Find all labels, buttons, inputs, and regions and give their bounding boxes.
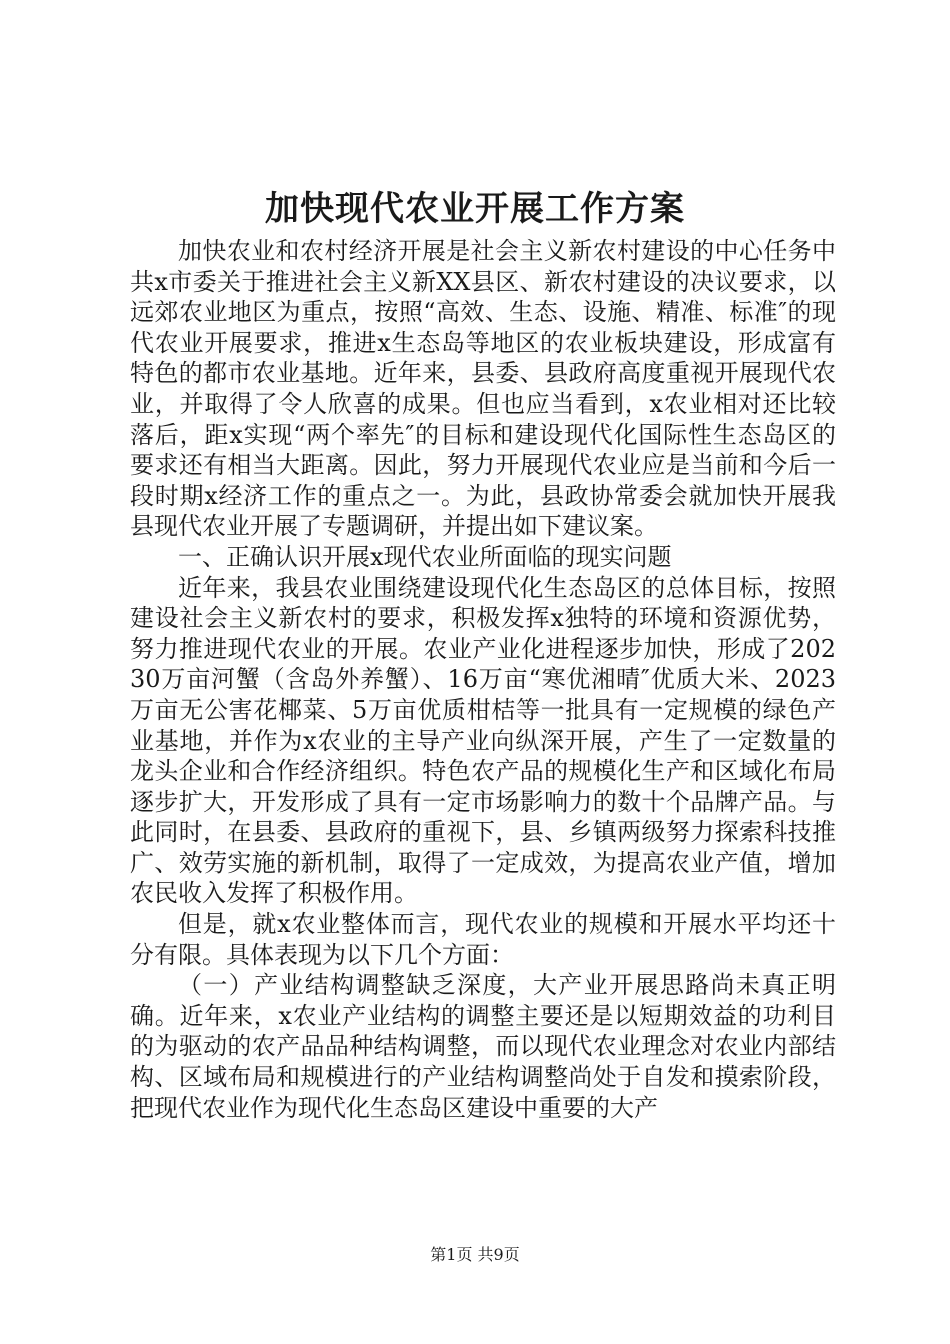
document-title: 加快现代农业开展工作方案 (265, 189, 685, 229)
paragraph-progress: 近年来，我县农业围绕建设现代化生态岛区的总体目标，按照建设社会主义新农村的要求，积极发挥x独特的环境和资源优势，努力推进现代农业的开展。农业产业化进程逐步加快，形成了20230万亩河蟹（含岛外养蟹）、16万亩“寒优湘晴″优质大米、2023万亩无公害花椰菜、5万亩优质柑桔等一批具有一定规模的绿色产业基地，并作为x农业的主导产业向纵深开展，产生了一定数量的龙头企业和合作经济组织。特色农产品的规模化生产和区域化布局逐步扩大，开发形成了具有一定市场影响力的数十个品牌产品。与此同时，在县委、县政府的重视下，县、乡镇两级努力探索科技推广、效劳实施的新机制，取得了一定成效，为提高农业产值，增加农民收入发挥了积极作用。 (130, 573, 836, 908)
paragraph-however: 但是，就x农业整体而言，现代农业的规模和开展水平均还十分有限。具体表现为以下几个方面： (130, 910, 836, 969)
page-number-footer: 第1页 共9页 (430, 1245, 520, 1264)
document-body (130, 236, 836, 1123)
paragraph-intro: 加快农业和农村经济开展是社会主义新农村建设的中心任务中共x市委关于推进社会主义新XX县区、新农村建设的决议要求，以远郊农业地区为重点，按照“高效、生态、设施、精准、标准″的现代农业开展要求，推进x生态岛等地区的农业板块建设，形成富有特色的都市农业基地。近年来，县委、县政府高度重视开展现代农业，并取得了令人欣喜的成果。但也应当看到，x农业相对还比较落后，距x实现“两个率先″的目标和建设现代化国际性生态岛区的要求还有相当大距离。因此，努力开展现代农业应是当前和今后一段时期x经济工作的重点之一。为此，县政协常委会就加快开展我县现代农业开展了专题调研，并提出如下建议案。 (130, 237, 836, 541)
paragraph-point-1: （一）产业结构调整缺乏深度，大产业开展思路尚未真正明确。近年来，x农业产业结构的调整主要还是以短期效益的功利目的为驱动的农产品品种结构调整，而以现代农业理念对农业内部结构、区域布局和规模进行的产业结构调整尚处于自发和摸索阶段，把现代农业作为现代化生态岛区建设中重要的大产 (130, 971, 836, 1122)
section-heading-1: 一、正确认识开展x现代农业所面临的现实问题 (178, 542, 672, 571)
